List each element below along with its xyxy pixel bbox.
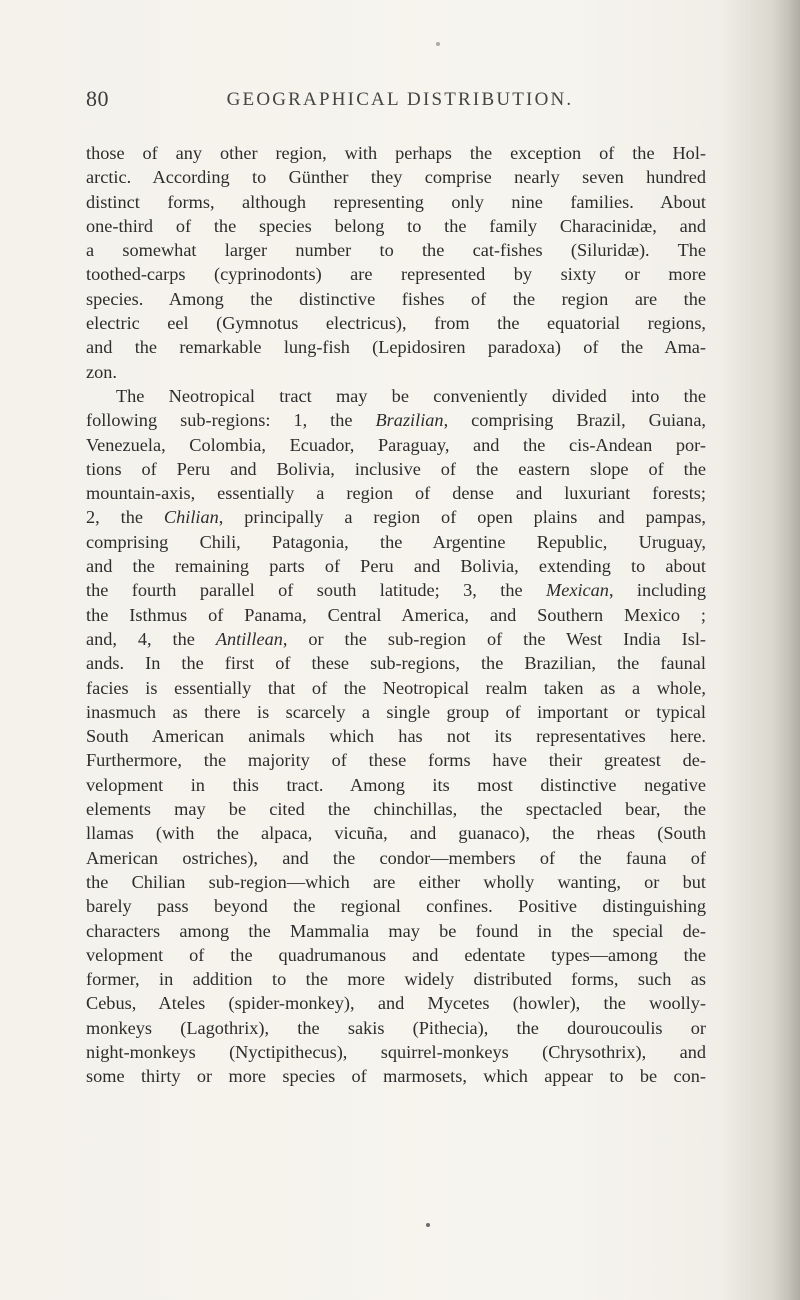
text-line-with-italic: the fourth parallel of south latitude; 3, the Mexican, including: [86, 580, 706, 601]
text-line: the Isthmus of Panama, Central America, and Southern Mexico ;: [86, 604, 706, 625]
text-line: elements may be cited the chinchillas, the spectacled bear, the: [86, 799, 706, 820]
text-line: a somewhat larger number to the cat-fishes (Siluridæ). The: [86, 240, 706, 261]
print-speck: [426, 1223, 430, 1227]
page-edge-shadow: [772, 0, 800, 1300]
text-line: toothed-carps (cyprinodonts) are represented by sixty or more: [86, 264, 706, 285]
text-line: and the remarkable lung-fish (Lepidosiren paradoxa) of the Ama-: [86, 337, 706, 358]
text-line: those of any other region, with perhaps the exception of the Hol-: [86, 143, 706, 163]
text-line: American ostriches), and the condor—members of the fauna of: [86, 847, 706, 868]
text-line: and the remaining parts of Peru and Bolivia, extending to about: [86, 556, 706, 577]
text-line: mountain-axis, essentially a region of dense and luxuriant forests;: [86, 483, 706, 504]
text-line: the Chilian sub-region—which are either wholly wanting, or but: [86, 871, 706, 892]
text-line: distinct forms, although representing only nine families. About: [86, 191, 706, 212]
page-number: 80: [86, 86, 109, 111]
italic-term: Chilian: [163, 507, 219, 528]
body-text: [86, 141, 706, 1089]
print-speck: [436, 42, 440, 46]
text-line: species. Among the distinctive fishes of the region are the: [86, 288, 706, 309]
text-line: The Neotropical tract may be conveniently divided into the: [116, 385, 706, 406]
text-line: velopment of the quadrumanous and edentate types—among the: [86, 944, 706, 965]
italic-term: Antillean: [215, 628, 283, 649]
text-line-with-italic: and, 4, the Antillean, or the sub-region of the West India Isl-: [86, 628, 706, 649]
italic-term: Brazilian: [375, 410, 444, 431]
text-line: characters among the Mammalia may be found in the special de-: [86, 920, 706, 941]
text-line: Furthermore, the majority of these forms have their greatest de-: [86, 750, 706, 771]
text-line: comprising Chili, Patagonia, the Argentine Republic, Uruguay,: [86, 531, 706, 552]
text-line: some thirty or more species of marmosets, which appear to be con-: [86, 1066, 706, 1087]
text-line: South American animals which has not its representatives here.: [86, 726, 706, 747]
text-line-with-italic: 2, the Chilian, principally a region of open plains and pampas,: [86, 507, 707, 528]
running-title: GEOGRAPHICAL DISTRIBUTION.: [226, 89, 574, 110]
text-line: Cebus, Ateles (spider-monkey), and Mycetes (howler), the woolly-: [86, 993, 706, 1014]
text-line: former, in addition to the more widely distributed forms, such as: [86, 969, 706, 990]
text-line: zon.: [86, 361, 117, 382]
italic-term: Mexican: [546, 580, 609, 601]
text-line: llamas (with the alpaca, vicuña, and guanaco), the rheas (South: [86, 823, 706, 844]
text-line: night-monkeys (Nyctipithecus), squirrel-monkeys (Chrysothrix), and: [86, 1041, 706, 1062]
text-line: barely pass beyond the regional confines. Positive distinguishing: [86, 896, 706, 917]
text-line: velopment in this tract. Among its most distinctive negative: [86, 774, 706, 795]
text-line: tions of Peru and Bolivia, inclusive of the eastern slope of the: [86, 458, 706, 479]
text-line: monkeys (Lagothrix), the sakis (Pithecia), the douroucoulis or: [86, 1017, 706, 1038]
text-line: ands. In the first of these sub-regions, the Brazilian, the faunal: [86, 653, 706, 674]
text-line: one-third of the species belong to the family Characinidæ, and: [86, 215, 706, 236]
text-line: arctic. According to Günther they comprise nearly seven hundred: [86, 167, 706, 188]
text-line: Venezuela, Colombia, Ecuador, Paraguay, and the cis-Andean por-: [86, 434, 706, 455]
text-line: facies is essentially that of the Neotropical realm taken as a whole,: [86, 677, 706, 698]
text-line-with-italic: following sub-regions: 1, the Brazilian, comprising Brazil, Guiana,: [86, 410, 707, 431]
text-line: inasmuch as there is scarcely a single group of important or typical: [86, 701, 706, 722]
text-line: electric eel (Gymnotus electricus), from the equatorial regions,: [86, 313, 706, 334]
